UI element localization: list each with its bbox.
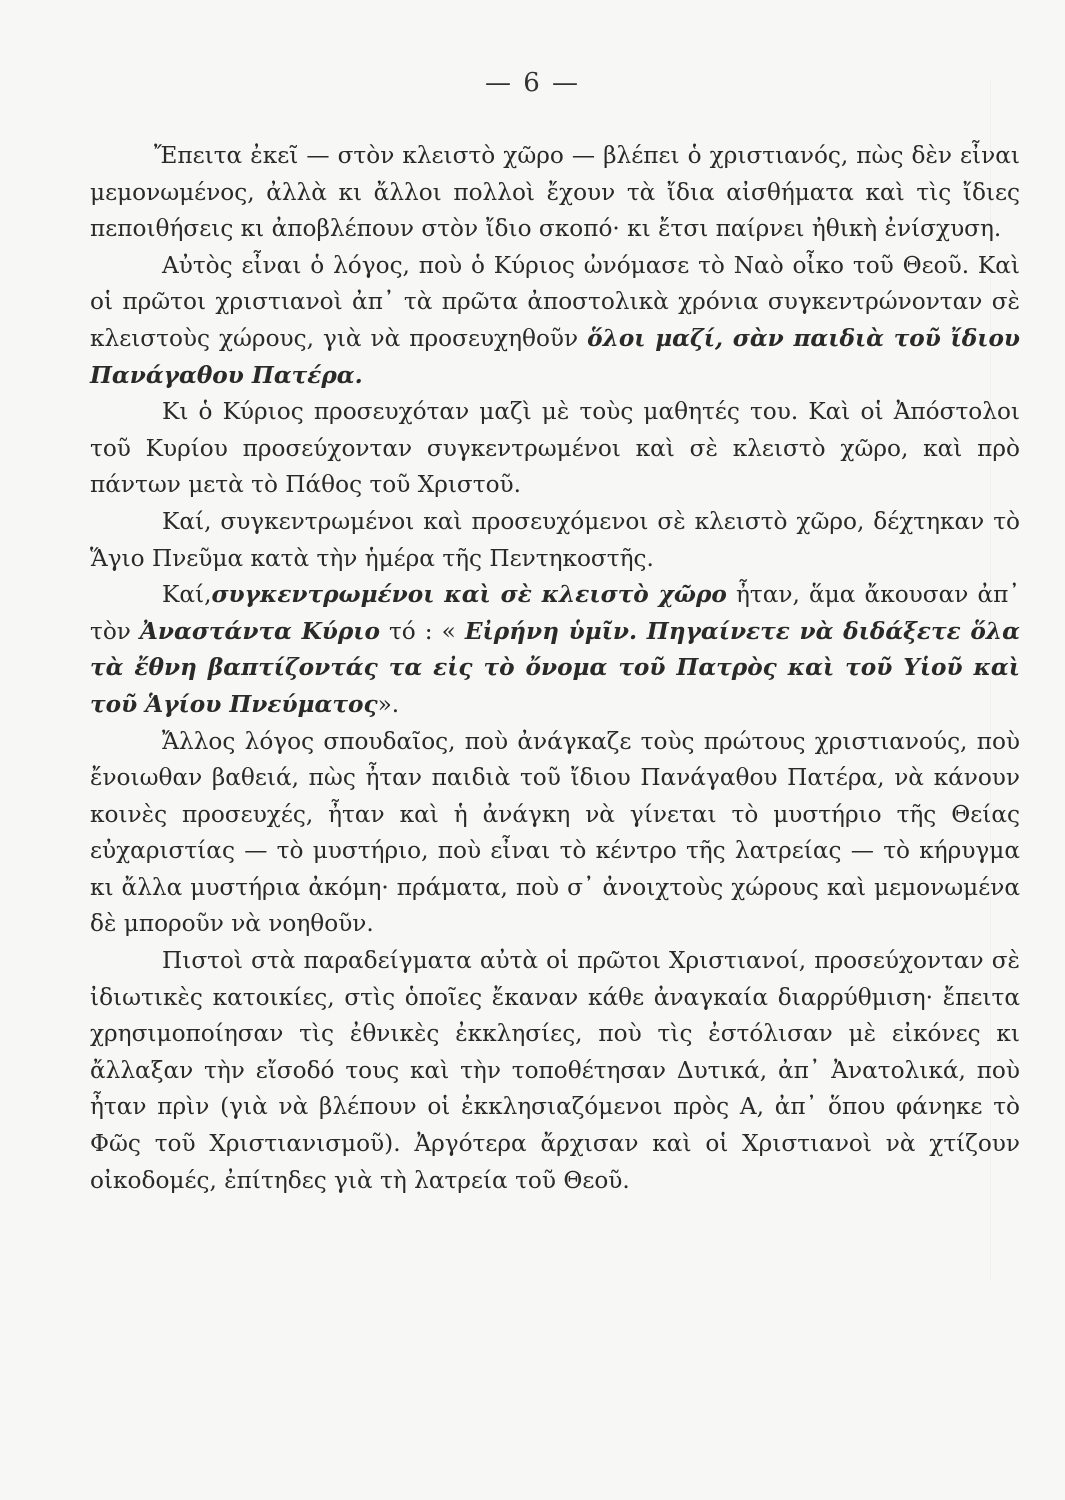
text-segment: Αὐτὸς εἶναι ὁ λόγος, ποὺ ὁ Κύριος ὠνόμασε τὸ Ναὸ οἶκο τοῦ Θεοῦ. Καὶ οἱ πρῶτοι χριστιανοὶ ἀπ᾽ τὰ πρῶτα ἀποστολικὰ χρόνια συγκεντρώνονταν σὲ κλειστοὺς χώρους, γιὰ νὰ προσευχηθοῦν bbox=[90, 251, 1020, 352]
paragraph bbox=[90, 394, 1020, 504]
emphasized-text: Εἰρήνη ὑμῖν. Πηγαίνετε νὰ διδάξετε ὅλα τὰ ἔθνη βαπτίζοντάς τα εἰς τὸ ὄνομα τοῦ Πατρὸς καὶ τοῦ Υἱοῦ καὶ τοῦ Ἁγίου Πνεύματος bbox=[90, 617, 1020, 718]
paragraph bbox=[90, 943, 1020, 1199]
paragraph bbox=[90, 577, 1020, 723]
text-segment: ἦταν, ἅμα ἄκουσαν ἀπ᾽ τὸν bbox=[90, 581, 1020, 645]
text-segment: Κι ὁ Κύριος προσευχόταν μαζὶ μὲ τοὺς μαθητές του. Καὶ οἱ Ἀπόστολοι τοῦ Κυρίου προσεύχονταν συγκεντρωμένοι καὶ σὲ κλειστὸ χῶρο, καὶ πρὸ πάντων μετὰ τὸ Πάθος τοῦ Χριστοῦ. bbox=[90, 398, 1020, 499]
paragraph bbox=[90, 724, 1020, 944]
text-segment: Πιστοὶ στὰ παραδείγματα αὐτὰ οἱ πρῶτοι Χριστιανοί, προσεύχονταν σὲ ἰδιωτικὲς κατοικίες, στὶς ὁποῖες ἔκαναν κάθε ἀναγκαία διαρρύθμιση· ἔπειτα χρησιμοποίησαν τὶς ἐθνικὲς ἐκκλησίες, ποὺ τὶς ἐστόλισαν μὲ εἰκόνες κι ἄλλαξαν τὴν εἴσοδό τους καὶ τὴν τοποθέτησαν Δυτικά, ἀπ᾽ Ἀνατολικά, ποὺ ἦταν πρὶν (γιὰ νὰ βλέπουν οἱ ἐκκλησιαζόμενοι πρὸς Α, ἀπ᾽ ὅπου φάνηκε τὸ Φῶς τοῦ Χριστιανισμοῦ). Ἀργότερα ἄρχισαν καὶ οἱ Χριστιανοὶ νὰ χτίζουν οἰκοδομές, ἐπίτηδες γιὰ τὴ λατρεία τοῦ Θεοῦ. bbox=[90, 947, 1020, 1194]
text-segment: Καί, bbox=[162, 581, 212, 609]
text-segment: Ἔπειτα ἐκεῖ — στὸν κλειστὸ χῶρο — βλέπει ὁ χριστιανός, πὼς δὲν εἶναι μεμονωμένος, ἀλλὰ κι ἄλλοι πολλοὶ ἔχουν τὰ ἴδια αἰσθήματα καὶ τὶς ἴδιες πεποιθήσεις κι ἀποβλέπουν στὸν ἴδιο σκοπό· κι ἔτσι παίρνει ἠθικὴ ἐνίσχυση. bbox=[90, 142, 1020, 243]
text-segment: Καί, συγκεντρωμένοι καὶ προσευχόμενοι σὲ κλειστὸ χῶρο, δέχτηκαν τὸ Ἅγιο Πνεῦμα κατὰ τὴν ἡμέρα τῆς Πεντηκοστῆς. bbox=[90, 507, 1020, 572]
text-segment: ». bbox=[377, 690, 400, 718]
page-number: — 6 — bbox=[484, 68, 581, 98]
emphasized-text: συγκεντρωμένοι καὶ σὲ κλειστὸ χῶρο bbox=[211, 581, 727, 609]
text-segment: τό : « bbox=[379, 617, 465, 645]
text-segment: Ἄλλος λόγος σπουδαῖος, ποὺ ἀνάγκαζε τοὺς πρώτους χριστιανούς, ποὺ ἔνοιωθαν βαθειά, πὼς ἦταν παιδιὰ τοῦ ἴδιου Πανάγαθου Πατέρα, νὰ κάνουν κοινὲς προσευχές, ἦταν καὶ ἡ ἀνάγκη νὰ γίνεται τὸ μυστήριο τῆς Θείας εὐχαριστίας — τὸ μυστήριο, ποὺ εἶναι τὸ κέντρο τῆς λατρείας — τὸ κήρυγμα κι ἄλλα μυστήρια ἀκόμη· πράματα, ποὺ σ᾽ ἀνοιχτοὺς χώρους καὶ μεμονωμένα δὲ μποροῦν νὰ νοηθοῦν. bbox=[90, 727, 1020, 938]
body-text bbox=[90, 138, 1020, 1199]
paragraph bbox=[90, 504, 1020, 577]
emphasized-text: Ἀναστάντα Κύριο bbox=[139, 617, 380, 645]
emphasized-text: ὅλοι μαζί, σὰν παιδιὰ τοῦ ἴδιου Πανάγαθου Πατέρα. bbox=[90, 324, 1020, 389]
paragraph bbox=[90, 138, 1020, 248]
paragraph bbox=[90, 248, 1020, 394]
